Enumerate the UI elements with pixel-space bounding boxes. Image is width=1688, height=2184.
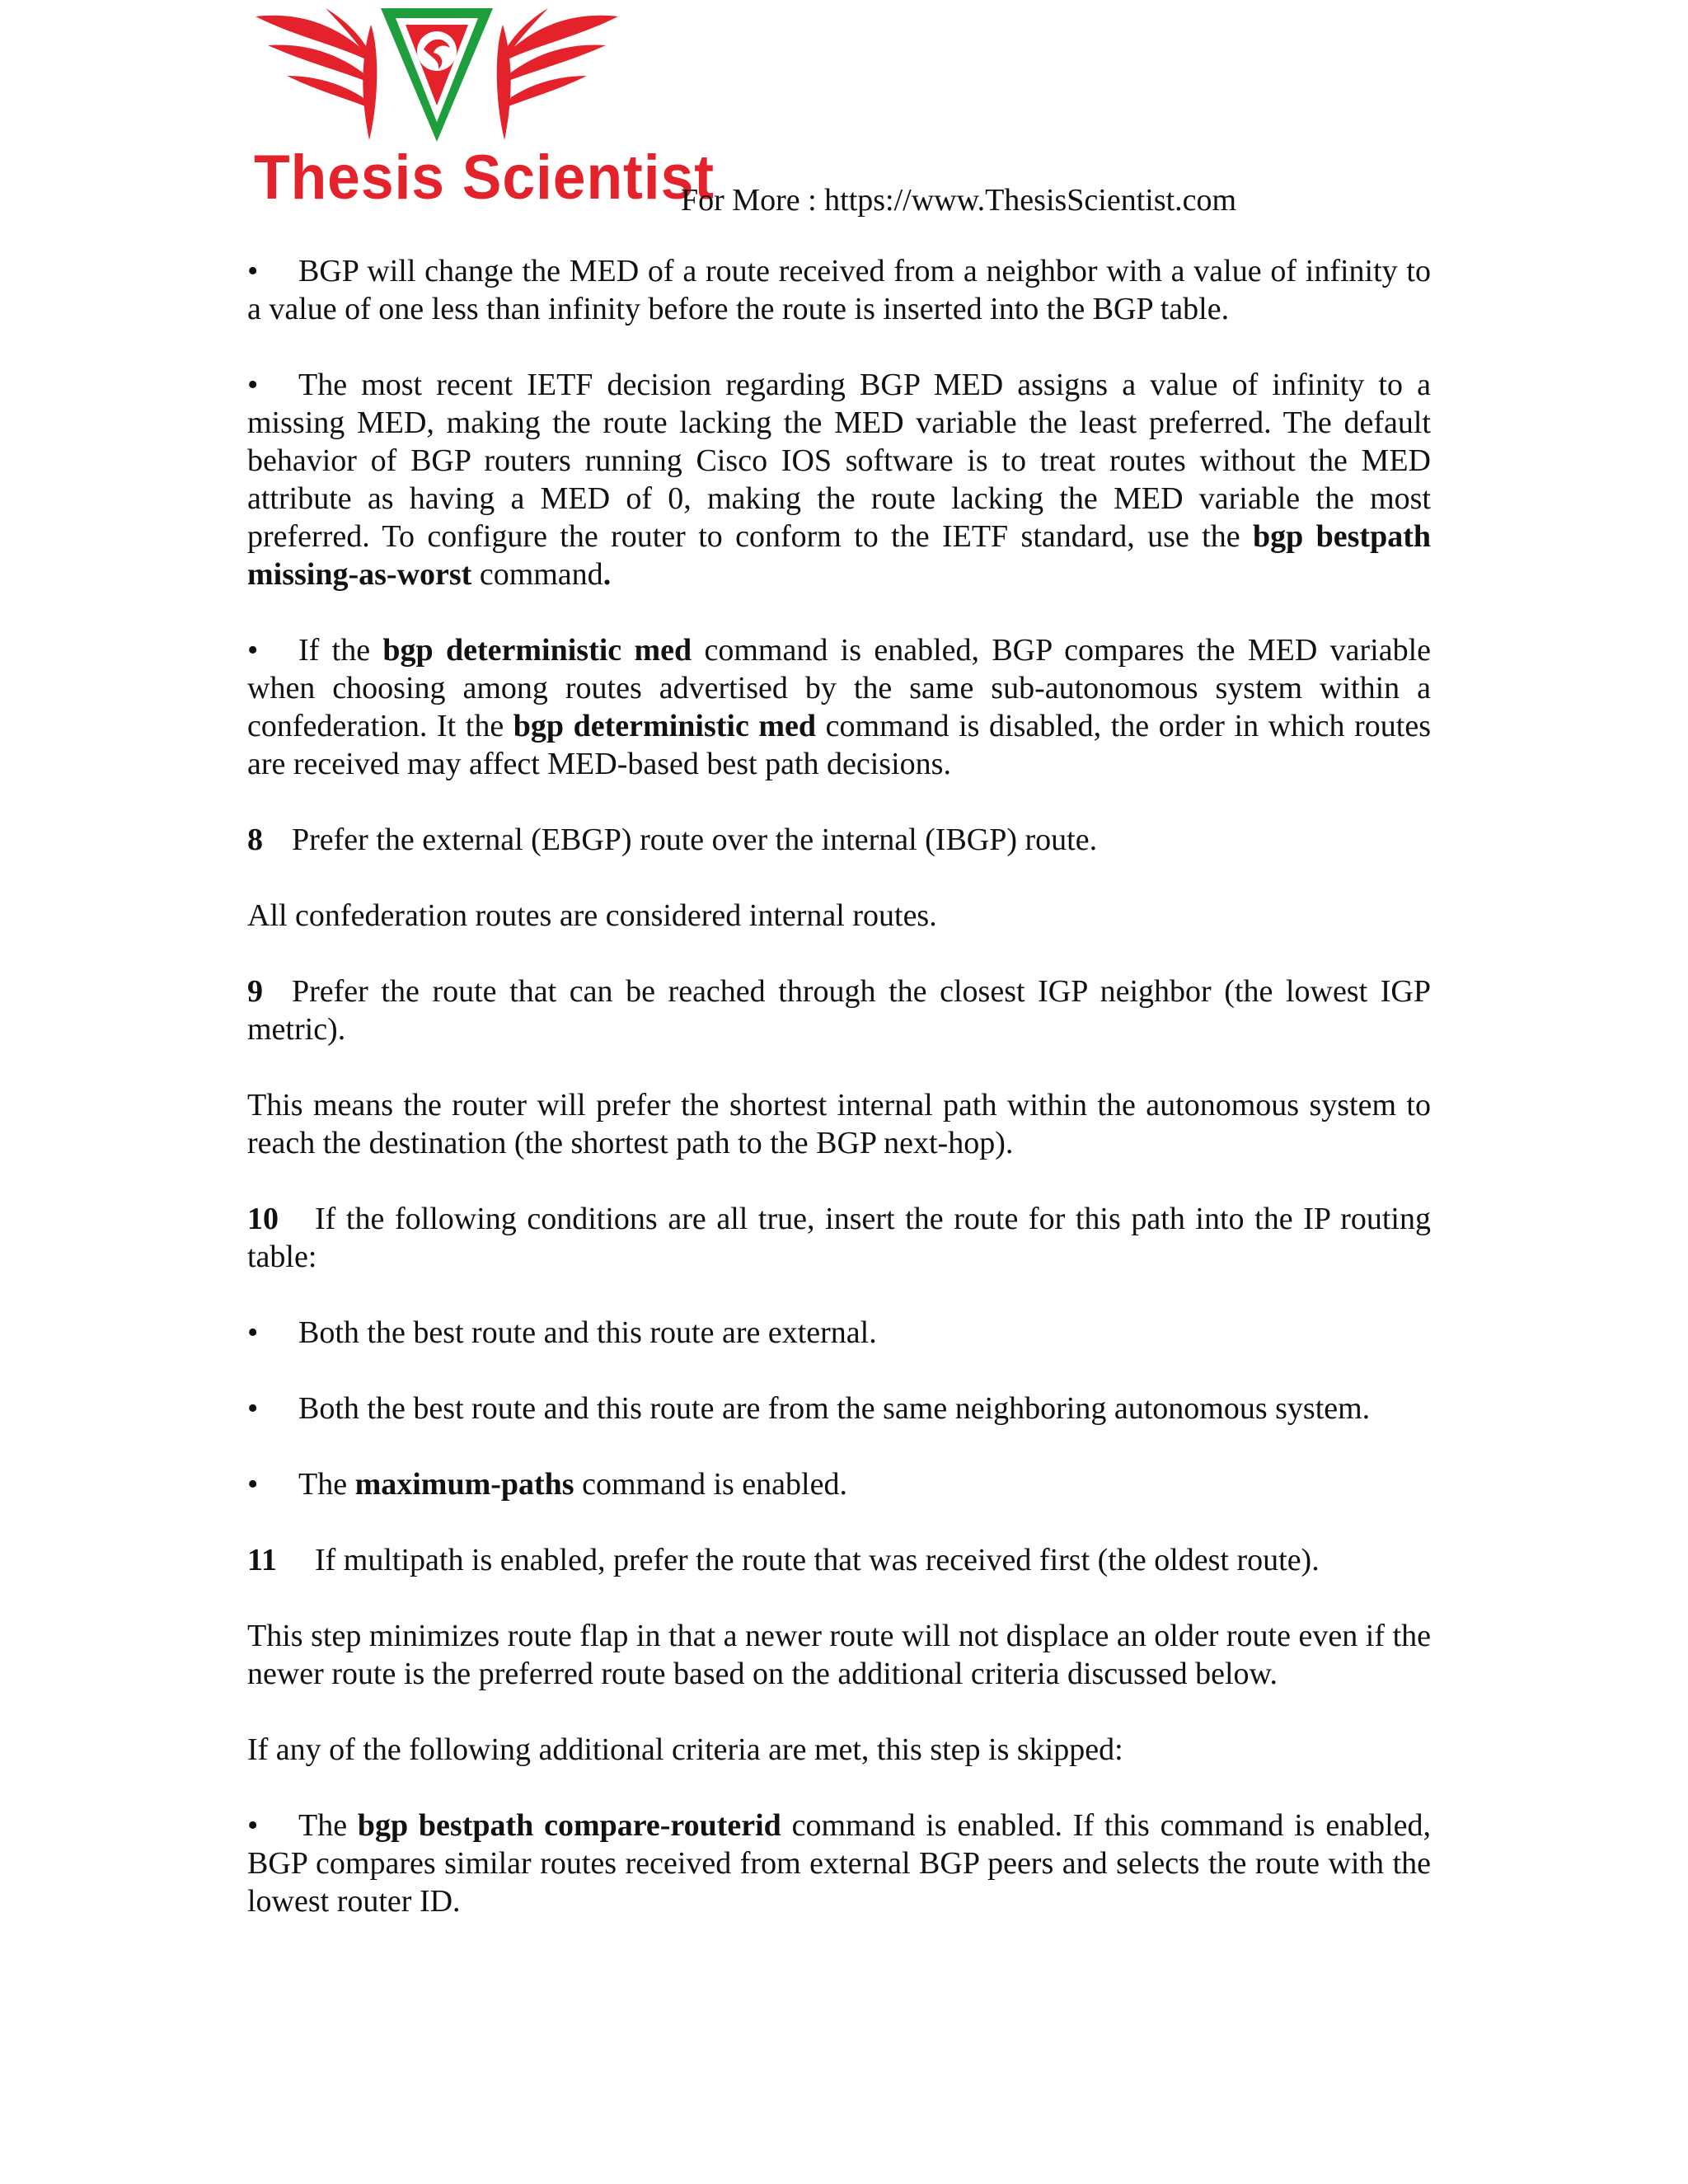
bullet-text: command is enabled. — [574, 1467, 847, 1502]
step-11 — [247, 1541, 1431, 1579]
command-name: bgp bestpath compare-routerid — [357, 1808, 781, 1843]
bullet-paragraph — [247, 366, 1431, 593]
paragraph-text: The — [298, 1808, 358, 1843]
step-number: 10 — [247, 1202, 279, 1236]
bullet: • — [247, 254, 259, 288]
step-10 — [247, 1200, 1431, 1276]
paragraph: All confederation routes are considered internal routes. — [247, 898, 937, 933]
bullet-paragraph — [247, 1807, 1431, 1920]
paragraph-text: command is disabled, the order in which routes are received may affect MED-based best path decisions. — [247, 709, 1432, 781]
paragraph-text: . — [603, 557, 612, 592]
bullet: • — [247, 1315, 259, 1350]
thesis-scientist-logo — [247, 0, 715, 223]
step-number: 8 — [247, 823, 263, 857]
bullet: • — [247, 1808, 259, 1843]
step-number: 9 — [247, 974, 263, 1009]
logo-wordmark: Thesis Scientist — [254, 143, 715, 213]
paragraph: This step minimizes route flap in that a newer route will not displace an older route even if the newer route is the preferred route based on the additional criteria discussed below. — [247, 1619, 1431, 1691]
bullet: • — [247, 1391, 259, 1426]
bullet-item — [247, 1314, 1431, 1352]
paragraph: If any of the following additional criteria are met, this step is skipped: — [247, 1732, 1123, 1767]
document-body — [247, 252, 1431, 1958]
command-name: bgp deterministic med — [382, 633, 692, 668]
command-name: maximum-paths — [354, 1467, 574, 1502]
bullet: • — [247, 1467, 259, 1502]
step-text: If multipath is enabled, prefer the route that was received first (the oldest route). — [315, 1543, 1320, 1577]
paragraph-text: command is enabled, BGP compares the MED variable when choosing among routes advertised by the same sub-autonomous system within a confederation. It the — [247, 633, 1432, 743]
bullet: • — [247, 368, 259, 402]
bullet-paragraph — [247, 252, 1431, 328]
step-8 — [247, 821, 1431, 859]
paragraph: This means the router will prefer the shortest internal path within the autonomous system to reach the destination (the shortest path to the BGP next-hop). — [247, 1088, 1431, 1160]
paragraph-text: BGP will change the MED of a route received from a neighbor with a value of infinity to a value of one less than infinity before the route is inserted into the BGP table. — [247, 254, 1431, 326]
step-9 — [247, 972, 1431, 1048]
bullet: • — [247, 633, 259, 668]
paragraph-text: command is enabled. If this command is enabled, BGP compares similar routes received from external BGP peers and selects the route with the lowest router ID. — [247, 1808, 1432, 1919]
paragraph-text: The most recent IETF decision regarding BGP MED assigns a value of infinity to a missing MED, making the route lacking the MED variable the least preferred. The default behavior of BGP routers running Cisco IOS software is to treat routes without the MED attribute as having a MED of 0, making the route lacking the MED variable the most preferred. To configure the router to conform to the IETF standard, use the — [247, 368, 1431, 554]
bullet-text: Both the best route and this route are external. — [298, 1315, 877, 1350]
winged-shield-logo-icon — [247, 0, 626, 152]
command-name: bgp deterministic med — [513, 709, 817, 743]
command-name: bgp bestpath missing-as-worst — [247, 519, 1431, 592]
step-text: Prefer the route that can be reached through the closest IGP neighbor (the lowest IGP metric). — [247, 974, 1431, 1047]
bullet-item — [247, 1465, 1431, 1503]
bullet-text: The — [298, 1467, 355, 1502]
for-more-link[interactable]: For More : https://www.ThesisScientist.com — [681, 183, 1237, 218]
step-text: Prefer the external (EBGP) route over the internal (IBGP) route. — [292, 823, 1098, 857]
paragraph-text: command — [471, 557, 603, 592]
step-text: If the following conditions are all true, insert the route for this path into the IP routing table: — [247, 1202, 1431, 1274]
paragraph-text: If the — [298, 633, 383, 668]
bullet-text: Both the best route and this route are from the same neighboring autonomous system. — [298, 1391, 1371, 1426]
bullet-item — [247, 1390, 1431, 1427]
bullet-paragraph — [247, 631, 1431, 783]
step-number: 11 — [247, 1543, 277, 1577]
